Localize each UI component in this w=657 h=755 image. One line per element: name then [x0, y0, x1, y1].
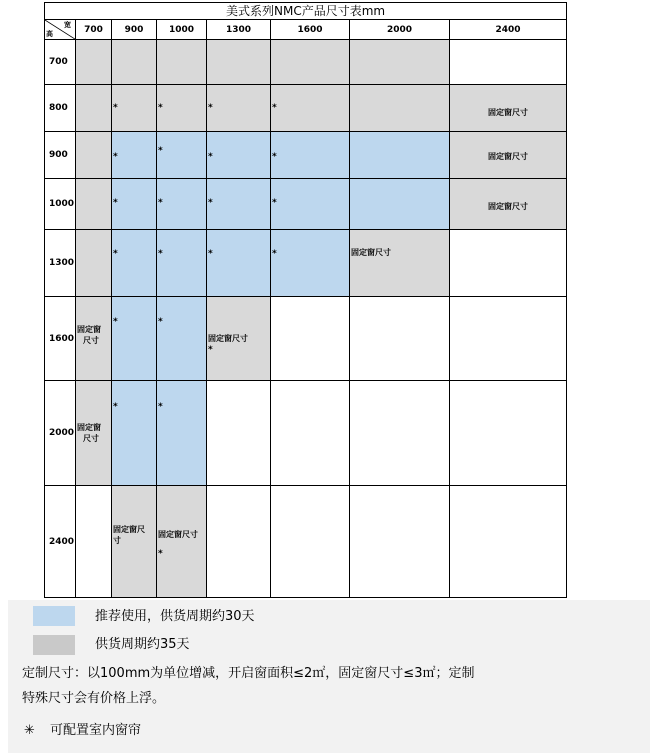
table-cell	[207, 380, 271, 486]
table-cell	[76, 40, 112, 85]
table-cell	[271, 178, 350, 229]
table-cell	[112, 230, 157, 297]
table-cell	[207, 85, 271, 131]
star-mark: *	[208, 345, 213, 356]
table-cell	[76, 131, 112, 178]
table-cell	[76, 85, 112, 131]
table-cell	[350, 40, 450, 85]
col-header-700: 700	[76, 20, 112, 40]
table-cell	[112, 178, 157, 229]
table-cell	[112, 297, 157, 380]
star-mark: *	[158, 145, 163, 156]
table-cell	[157, 40, 207, 85]
table-cell	[207, 131, 271, 178]
star-mark: *	[158, 317, 163, 328]
table-cell	[207, 178, 271, 229]
row-header-1000: 1000	[45, 178, 76, 229]
table-cell	[76, 380, 112, 486]
width-axis-label: 宽	[64, 21, 71, 30]
table-cell	[271, 85, 350, 131]
star-mark: *	[272, 249, 277, 260]
star-note-text: 可配置室内窗帘	[50, 723, 142, 738]
star-mark: *	[272, 197, 277, 208]
legend-panel	[8, 600, 650, 753]
col-header-1300: 1300	[207, 20, 271, 40]
star-mark: *	[272, 151, 277, 162]
table-cell	[271, 230, 350, 297]
table-cell	[112, 486, 157, 598]
table-cell	[112, 85, 157, 131]
table-cell	[450, 131, 567, 178]
row-header-800: 800	[45, 85, 76, 131]
col-header-2400: 2400	[450, 20, 567, 40]
star-mark: *	[158, 197, 163, 208]
table-cell	[157, 486, 207, 598]
row-header-2400: 2400	[45, 486, 76, 598]
table-cell	[207, 40, 271, 85]
table-cell	[76, 178, 112, 229]
size-table	[44, 2, 567, 598]
fixed-window-label-line1: 固定窗尺	[113, 525, 145, 535]
star-mark: *	[113, 103, 118, 114]
star-mark: *	[113, 401, 118, 412]
table-row	[45, 486, 567, 598]
recommended-legend-text: 推荐使用，供货周期约30天	[95, 609, 255, 624]
table-cell	[112, 380, 157, 486]
table-cell	[350, 380, 450, 486]
table-cell	[157, 178, 207, 229]
custom-size-note-line1: 定制尺寸：以100mm为单位增减，开启窗面积≤2㎡，固定窗尺寸≤3㎡；定制	[22, 666, 475, 681]
table-cell	[350, 297, 450, 380]
table-cell	[112, 131, 157, 178]
fixed-window-label: 固定窗尺寸	[208, 334, 248, 344]
fixed-window-label-line2: 尺寸	[83, 433, 99, 443]
table-cell	[157, 131, 207, 178]
table-cell	[207, 486, 271, 598]
table-cell	[450, 380, 567, 486]
row-header-900: 900	[45, 131, 76, 178]
star-mark: *	[158, 401, 163, 412]
table-cell	[450, 40, 567, 85]
table-cell	[157, 297, 207, 380]
standard-legend-text: 供货周期约35天	[95, 637, 190, 652]
table-cell	[112, 40, 157, 85]
fixed-window-label: 固定窗尺寸	[488, 108, 529, 118]
star-mark: *	[113, 151, 118, 162]
col-header-1000: 1000	[157, 20, 207, 40]
col-header-1600: 1600	[271, 20, 350, 40]
fixed-window-label: 固定窗尺寸	[351, 248, 391, 258]
table-row	[45, 131, 567, 178]
table-row	[45, 297, 567, 380]
star-icon: ✳	[24, 723, 35, 738]
height-axis-label: 高	[46, 30, 53, 39]
col-header-2000: 2000	[350, 20, 450, 40]
table-cell	[76, 486, 112, 598]
row-header-1600: 1600	[45, 297, 76, 380]
star-mark: *	[113, 249, 118, 260]
star-mark: *	[158, 249, 163, 260]
star-mark: *	[113, 197, 118, 208]
table-cell	[207, 297, 271, 380]
table-row	[45, 380, 567, 486]
table-cell	[157, 230, 207, 297]
table-cell	[76, 297, 112, 380]
fixed-window-label-line1: 固定窗	[77, 422, 101, 432]
star-mark: *	[158, 103, 163, 114]
table-cell	[76, 230, 112, 297]
table-row	[45, 230, 567, 297]
fixed-window-label: 固定窗尺寸	[488, 151, 529, 161]
table-cell	[350, 131, 450, 178]
row-header-2000: 2000	[45, 380, 76, 486]
table-row	[45, 40, 567, 85]
table-cell	[450, 178, 567, 229]
table-cell	[271, 131, 350, 178]
fixed-window-label: 固定窗尺寸	[488, 201, 529, 211]
row-header-1300: 1300	[45, 230, 76, 297]
table-cell	[271, 297, 350, 380]
col-header-900: 900	[112, 20, 157, 40]
custom-size-note-line2: 特殊尺寸会有价格上浮。	[22, 691, 166, 706]
table-cell	[207, 230, 271, 297]
star-mark: *	[208, 151, 213, 162]
star-mark: *	[113, 317, 118, 328]
table-cell	[271, 486, 350, 598]
standard-swatch	[33, 635, 75, 655]
table-row	[45, 85, 567, 131]
table-row	[45, 178, 567, 229]
table-title: 美式系列NMC产品尺寸表mm	[45, 3, 567, 20]
recommended-swatch	[33, 606, 75, 626]
row-header-700: 700	[45, 40, 76, 85]
fixed-window-label-line2: 寸	[113, 536, 121, 546]
table-cell	[450, 486, 567, 598]
table-cell	[450, 230, 567, 297]
table-cell	[271, 40, 350, 85]
table-cell	[450, 85, 567, 131]
table-cell	[350, 178, 450, 229]
fixed-window-label: 固定窗尺寸	[158, 530, 198, 540]
table-cell	[271, 380, 350, 486]
table-cell	[350, 85, 450, 131]
table-cell	[350, 486, 450, 598]
star-mark: *	[158, 549, 163, 560]
star-mark: *	[208, 249, 213, 260]
table-cell	[450, 297, 567, 380]
star-mark: *	[208, 103, 213, 114]
fixed-window-label-line1: 固定窗	[77, 325, 101, 335]
corner-cell	[45, 20, 76, 40]
fixed-window-label-line2: 尺寸	[83, 336, 99, 346]
table-cell	[350, 230, 450, 297]
table-cell	[157, 85, 207, 131]
star-mark: *	[208, 197, 213, 208]
table-cell	[157, 380, 207, 486]
star-mark: *	[272, 103, 277, 114]
